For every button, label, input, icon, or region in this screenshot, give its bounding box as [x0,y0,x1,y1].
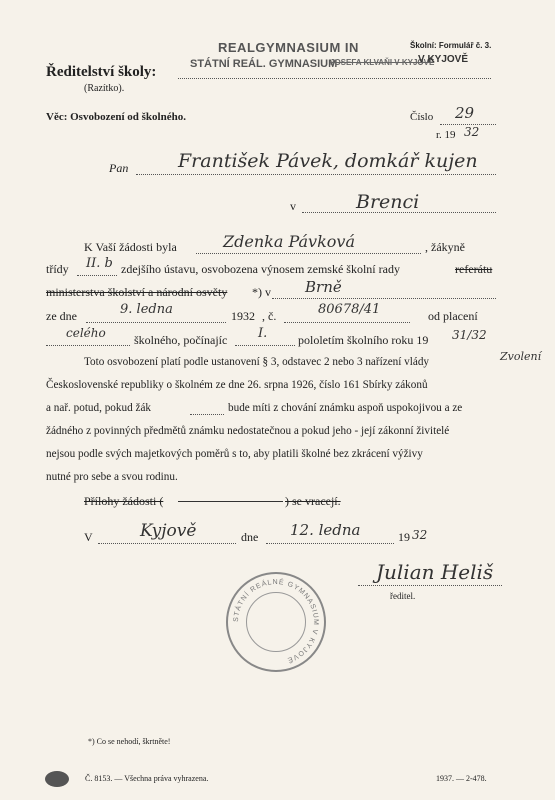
closing-date-line [266,543,394,544]
authority-place: Brně [305,278,342,296]
attachments-end: ) se vracejí. [285,494,341,508]
seal-text: STÁTNÍ REÁLNÉ GYMNASIUM V KYJOVĚ [232,578,320,664]
line4-no-blank [284,322,410,323]
closing-date: 12. ledna [290,521,361,539]
year-value: 32 [464,125,480,139]
recipient-label: Pan [109,161,129,175]
line3-blank [272,298,496,299]
footer-left: Č. 8153. — Všechna práva vyhrazena. [85,774,209,783]
para2-line4: žádného z povinných předmětů známku nedostatečnou a pokud jeho - její zákonní živitelé [46,425,450,437]
publisher-logo-icon [45,771,69,787]
decree-no-label: , č. [262,309,277,323]
stamp-line-2: STÁTNÍ REÁL. GYMNASIUM [190,58,338,70]
school-year: 31/32 [452,328,487,342]
para2-line5: nejsou podle svých majetkových poměrů s to, aby platili školné bez zkrácení výživy [46,448,423,460]
svg-text:STÁTNÍ REÁLNÉ GYMNASIUM V KYJO [233,577,319,665]
closing-year-prefix: 19 [398,530,410,544]
recipient-place: Brenci [356,191,420,213]
closing-v: V [84,530,93,544]
line1-blank [196,253,421,254]
student-class: II. b [86,256,113,271]
semester: I. [258,326,268,341]
office-label: Ředitelství školy: [46,64,157,80]
form-label: Školní: Formulář č. 3. [410,41,492,50]
body-line3-mark: *) v [252,285,271,299]
footer-right: 1937. — 2-478. [436,774,487,783]
body-line4-end: od placení [428,309,478,323]
decree-date: 9. ledna [120,302,173,317]
body-line4-start: ze dne [46,309,77,323]
number-value: 29 [455,104,475,122]
recipient-name: František Pávek, domkář kujen [178,150,478,172]
para2-line3b: bude míti z chování známku aspoň uspokojivou a ze [228,402,463,414]
subject-label: Věc: Osvobození od školného. [46,111,186,123]
signature-line [358,585,502,586]
line5-scope-blank [46,345,130,346]
para2-blank [190,414,224,415]
recipient-line [136,174,496,175]
line4-date-blank [86,322,226,323]
para2-line1: Toto osvobození platí podle ustanovení § 3, odstavec 2 nebo 3 nařízení vlády [84,356,430,368]
decree-number: 80678/41 [318,302,381,317]
para2-line2: Československé republiky o školném ze dne 26. srpna 1926, číslo 161 Sbírky zákonů [46,379,428,391]
line2-blank [77,275,117,276]
year-label: r. 19 [436,129,456,141]
number-label: Číslo [410,111,434,123]
stamp-line-4: V KYJOVĚ [418,54,469,65]
body-line5-mid: školného, počínajíc [134,333,228,347]
stamp-label: (Razítko). [84,83,125,94]
attachments-start: Přílohy žádosti ( [84,494,164,508]
line5-sem-blank [235,345,295,346]
body-line1-end: , žákyně [425,240,465,254]
para2-line3: a nař. potud, pokud žák [46,402,152,414]
office-line [178,78,491,79]
seal-text-ring [228,574,324,670]
decree-year: 1932 [231,309,255,323]
school-seal [226,572,326,672]
closing-year: 32 [412,528,428,542]
closing-place: Kyjově [140,521,197,541]
para2-line6: nutné pro sebe a svou rodinu. [46,471,178,483]
body-line1-start: K Vaší žádosti byla [84,240,177,254]
student-name: Zdenka Pávková [223,232,355,251]
signature: Julian Heliš [376,560,494,584]
body-line5-mid2: pololetím školního roku 19 [298,333,429,347]
closing-place-line [98,543,236,544]
attachments-strike-line [178,501,283,502]
body-line2-strike: referátu [455,262,493,276]
para2-margin-note: Zvolení [500,350,542,363]
stamp-line-1: REALGYMNASIUM IN [218,40,359,55]
footnote: *) Co se nehodí, škrtněte! [88,737,171,746]
closing-dne: dne [241,530,259,544]
stamp-line-3: JOSEFA KLVAŇI V KYJOVĚ [330,58,435,67]
body-line3-strike: ministerstva školství a národní osvěty [46,285,228,299]
signature-title: ředitel. [390,591,416,601]
body-line2-start: třídy [46,262,69,276]
place-prefix: v [290,199,296,213]
body-line2-mid: zdejšího ústavu, osvobozena výnosem zemské školní rady [121,262,400,276]
exemption-scope: celého [66,326,106,340]
